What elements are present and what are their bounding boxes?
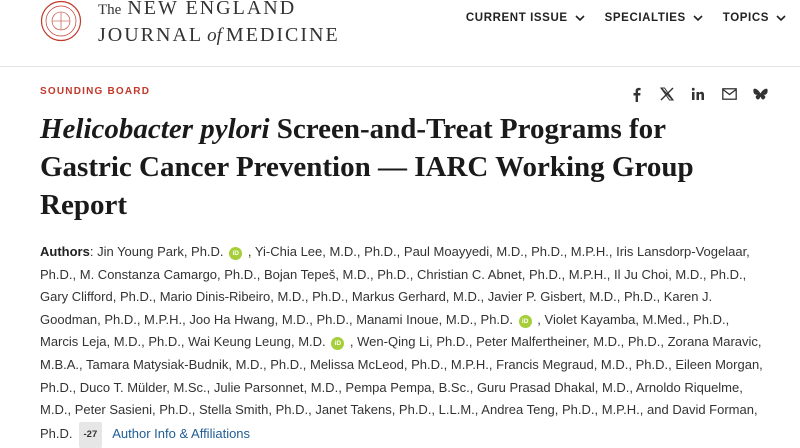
author-name[interactable]: Iris Lansdorp-Vogelaar, Ph.D. xyxy=(40,244,750,282)
orcid-icon[interactable]: iD xyxy=(519,315,532,328)
brand-journal: JOURNAL xyxy=(98,24,204,46)
article-title xyxy=(40,110,760,224)
main-nav xyxy=(466,12,786,24)
journal-wordmark[interactable] xyxy=(98,0,340,49)
author-name[interactable]: Janet Takens, Ph.D., L.L.M. xyxy=(315,402,475,418)
x-twitter-icon[interactable] xyxy=(659,86,675,102)
article-category[interactable]: SOUNDING BOARD xyxy=(40,86,151,97)
author-name[interactable]: Andrea Teng, Ph.D., M.P.H. xyxy=(481,402,640,418)
author-name[interactable]: Paul Moayyedi, M.D., Ph.D., M.P.H. xyxy=(403,244,609,259)
author-name[interactable]: Zorana Maravic, M.B.A. xyxy=(40,334,762,372)
author-name[interactable]: Markus Gerhard, M.D. xyxy=(351,289,481,305)
nav-current-issue-label: CURRENT ISSUE xyxy=(465,12,568,24)
author-name[interactable]: Francis Megraud, M.D., Ph.D. xyxy=(496,356,669,372)
site-header xyxy=(0,0,800,67)
nav-topics-label: TOPICS xyxy=(722,12,769,24)
bluesky-icon[interactable] xyxy=(752,86,768,102)
author-info-affiliations-link[interactable]: Author Info & Affiliations xyxy=(112,425,251,441)
share-bar xyxy=(628,86,768,102)
more-authors-badge[interactable]: -27 xyxy=(79,422,103,448)
author-name[interactable]: Joo Ha Hwang, M.D., Ph.D. xyxy=(189,311,350,327)
author-name[interactable]: Gary Clifford, Ph.D. xyxy=(40,289,153,305)
author-name[interactable]: Il Ju Choi, M.D., Ph.D. xyxy=(614,266,743,282)
email-icon[interactable] xyxy=(721,86,737,102)
author-name[interactable]: Javier P. Gisbert, M.D., Ph.D. xyxy=(487,289,657,305)
brand-of: of xyxy=(207,25,222,46)
author-name[interactable]: Stella Smith, Ph.D. xyxy=(198,402,309,418)
chevron-down-icon xyxy=(693,15,703,22)
author-name[interactable]: Violet Kayamba, M.Med., Ph.D. xyxy=(544,311,726,327)
chevron-down-icon xyxy=(776,15,786,22)
author-name[interactable]: M. Constanza Camargo, Ph.D. xyxy=(79,266,257,282)
nejm-seal-logo[interactable] xyxy=(40,0,82,42)
author-name[interactable]: Karen J. Goodman, Ph.D., M.P.H. xyxy=(40,289,713,327)
author-name[interactable]: Pempa Pempa, B.Sc. xyxy=(345,379,470,395)
author-name[interactable]: Marcis Leja, M.D., Ph.D. xyxy=(40,334,181,350)
author-name[interactable]: Julie Parsonnet, M.D. xyxy=(213,379,339,395)
author-name[interactable]: Tamara Matysiak-Budnik, M.D., Ph.D. xyxy=(86,356,303,372)
brand-the: The xyxy=(98,2,122,18)
nav-specialties[interactable] xyxy=(605,12,703,24)
author-name[interactable]: Arnoldo Riquelme, M.D. xyxy=(40,379,743,418)
title-italic-part: Helicobacter pylori xyxy=(40,113,270,145)
author-name[interactable]: Duco T. Mülder, M.Sc. xyxy=(79,379,207,395)
author-names: : Jin Young Park, Ph.D. iD , Yi-Chia Lee, M.D., Ph.D., Paul Moayyedi, M.D., Ph.D., M.P.H., Iris Lansdorp-Vogelaar, Ph.D., M. Constanza Camargo, Ph.D., Bojan Tepeš, M.D., Ph.D., Christian C. Abnet, Ph.D., M.P.H., Il Ju Choi, M.D., Ph.D., Gary Clifford, Ph.D., Mario Dinis-Ribeiro, M.D., Ph.D., Markus Gerhard, M.D., Javier P. Gisbert, M.D., Ph.D., Karen J. Goodman, Ph.D., M.P.H., Joo Ha Hwang, M.D., Ph.D., Manami Inoue, M.D., Ph.D. iD , Violet Kayamba, M.Med., Ph.D., Marcis Leja, M.D., Ph.D., Wai Keung Leung, M.D. iD , Wen-Qing Li, Ph.D., Peter Malfertheiner, M.D., Ph.D., Zorana Maravic, M.B.A., Tamara Matysiak-Budnik, M.D., Ph.D., Melissa McLeod, Ph.D., M.P.H., Francis Megraud, M.D., Ph.D., Eileen Morgan, Ph.D., Duco T. Mülder, M.Sc., Julie Parsonnet, M.D., Pempa Pempa, B.Sc., Guru Prasad Dhakal, M.D., Arnoldo Riquelme, M.D., Peter Sasieni, Ph.D., Stella Smith, Ph.D., Janet Takens, Ph.D., L.L.M., Andrea Teng, Ph.D., M.P.H., and David Forman, Ph.D. xyxy=(40,244,763,441)
author-name[interactable]: Wai Keung Leung, M.D. xyxy=(188,334,326,350)
author-name[interactable]: Melissa McLeod, Ph.D., M.P.H. xyxy=(309,356,489,372)
title-rest: Screen-and-Treat Programs for Gastric Cancer Prevention — IARC Working Group Report xyxy=(40,113,694,221)
author-name[interactable]: Peter Malfertheiner, M.D., Ph.D. xyxy=(476,334,661,350)
nav-topics[interactable] xyxy=(723,12,786,24)
chevron-down-icon xyxy=(575,15,585,22)
author-name[interactable]: Jin Young Park, Ph.D. xyxy=(97,244,224,259)
author-name[interactable]: Guru Prasad Dhakal, M.D. xyxy=(476,379,630,395)
nav-specialties-label: SPECIALTIES xyxy=(604,12,686,24)
author-name[interactable]: Mario Dinis-Ribeiro, M.D., Ph.D. xyxy=(159,289,345,305)
authors-label: Authors xyxy=(40,244,90,259)
nav-current-issue[interactable] xyxy=(466,12,585,24)
orcid-icon[interactable]: iD xyxy=(229,247,242,260)
author-name[interactable]: Peter Sasieni, Ph.D. xyxy=(74,402,192,418)
author-name[interactable]: Yi-Chia Lee, M.D., Ph.D. xyxy=(254,244,397,259)
brand-new-england: NEW ENGLAND xyxy=(127,0,297,19)
facebook-icon[interactable] xyxy=(628,86,644,102)
author-name[interactable]: Manami Inoue, M.D., Ph.D. xyxy=(356,311,514,327)
author-name[interactable]: David Forman, Ph.D. xyxy=(40,402,758,441)
linkedin-icon[interactable] xyxy=(690,86,706,102)
author-name[interactable]: Wen-Qing Li, Ph.D. xyxy=(357,334,469,350)
author-name[interactable]: Bojan Tepeš, M.D., Ph.D. xyxy=(264,266,410,282)
orcid-icon[interactable]: iD xyxy=(331,337,344,350)
author-name[interactable]: Christian C. Abnet, Ph.D., M.P.H. xyxy=(416,266,607,282)
author-list xyxy=(40,241,770,448)
brand-medicine: MEDICINE xyxy=(225,24,340,46)
author-name[interactable]: Eileen Morgan, Ph.D. xyxy=(40,356,763,395)
